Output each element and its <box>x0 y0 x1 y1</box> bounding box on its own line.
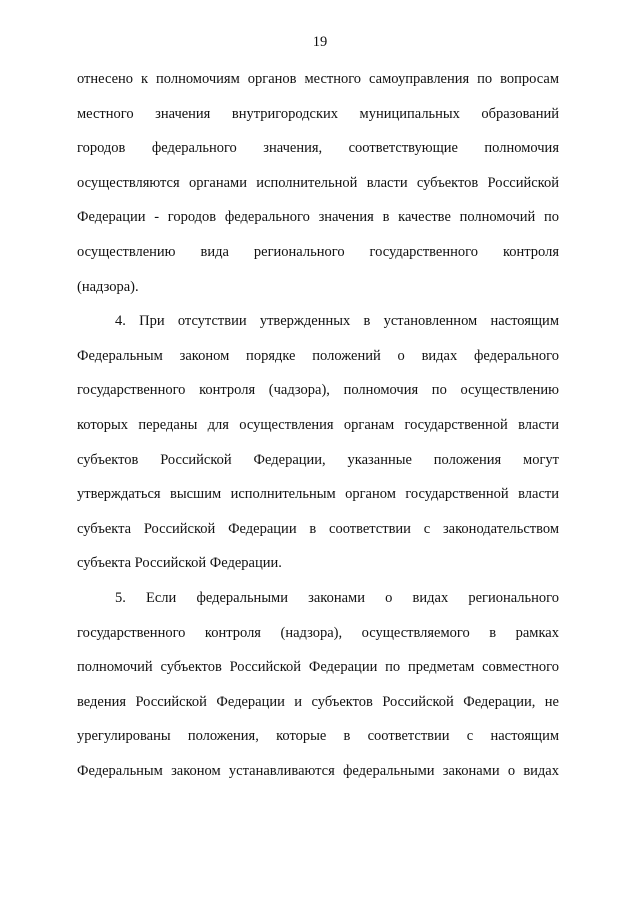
text-line: государственного контроля (надзора), осуществляемого в рамках <box>77 624 559 641</box>
page-number: 19 <box>312 34 328 50</box>
paragraph-5 <box>77 589 559 797</box>
text-line: государственного контроля (чадзора), полномочия по осуществлению <box>77 382 559 399</box>
text-line: полномочий субъектов Российской Федерации по предметам совместного <box>77 659 559 676</box>
text-line: Федеральным законом порядке положений о видах федерального <box>77 347 559 364</box>
text-line: Федеральным законом устанавливаются федеральными законами о видах <box>77 762 559 779</box>
text-line: 4. При отсутствии утвержденных в установленном настоящим <box>115 313 559 330</box>
text-line: ведения Российской Федерации и субъектов Российской Федерации, не <box>77 693 559 710</box>
paragraph-4 <box>77 312 559 589</box>
text-line: Федерации - городов федерального значения в качестве полномочий по <box>77 209 559 226</box>
text-line: отнесено к полномочиям органов местного самоуправления по вопросам <box>77 71 559 87</box>
text-line: (надзора). <box>77 278 139 295</box>
document-body <box>77 70 559 796</box>
text-line: осуществлению вида регионального государственного контроля <box>77 243 559 260</box>
text-line: субъекта Российской Федерации в соответствии с законодательством <box>77 520 559 537</box>
text-line: урегулированы положения, которые в соответствии с настоящим <box>77 728 559 745</box>
text-line: городов федерального значения, соответствующие полномочия <box>77 140 559 157</box>
text-line: 5. Если федеральными законами о видах регионального <box>115 589 559 606</box>
text-line: осуществляются органами исполнительной власти субъектов Российской <box>77 174 559 191</box>
text-line: которых переданы для осуществления органам государственной власти <box>77 416 559 433</box>
paragraph-continuation <box>77 70 559 312</box>
text-line: субъекта Российской Федерации. <box>77 555 282 572</box>
text-line: субъектов Российской Федерации, указанные положения могут <box>77 451 559 468</box>
text-line: утверждаться высшим исполнительным органом государственной власти <box>77 486 559 503</box>
text-line: местного значения внутригородских муниципальных образований <box>77 105 559 122</box>
